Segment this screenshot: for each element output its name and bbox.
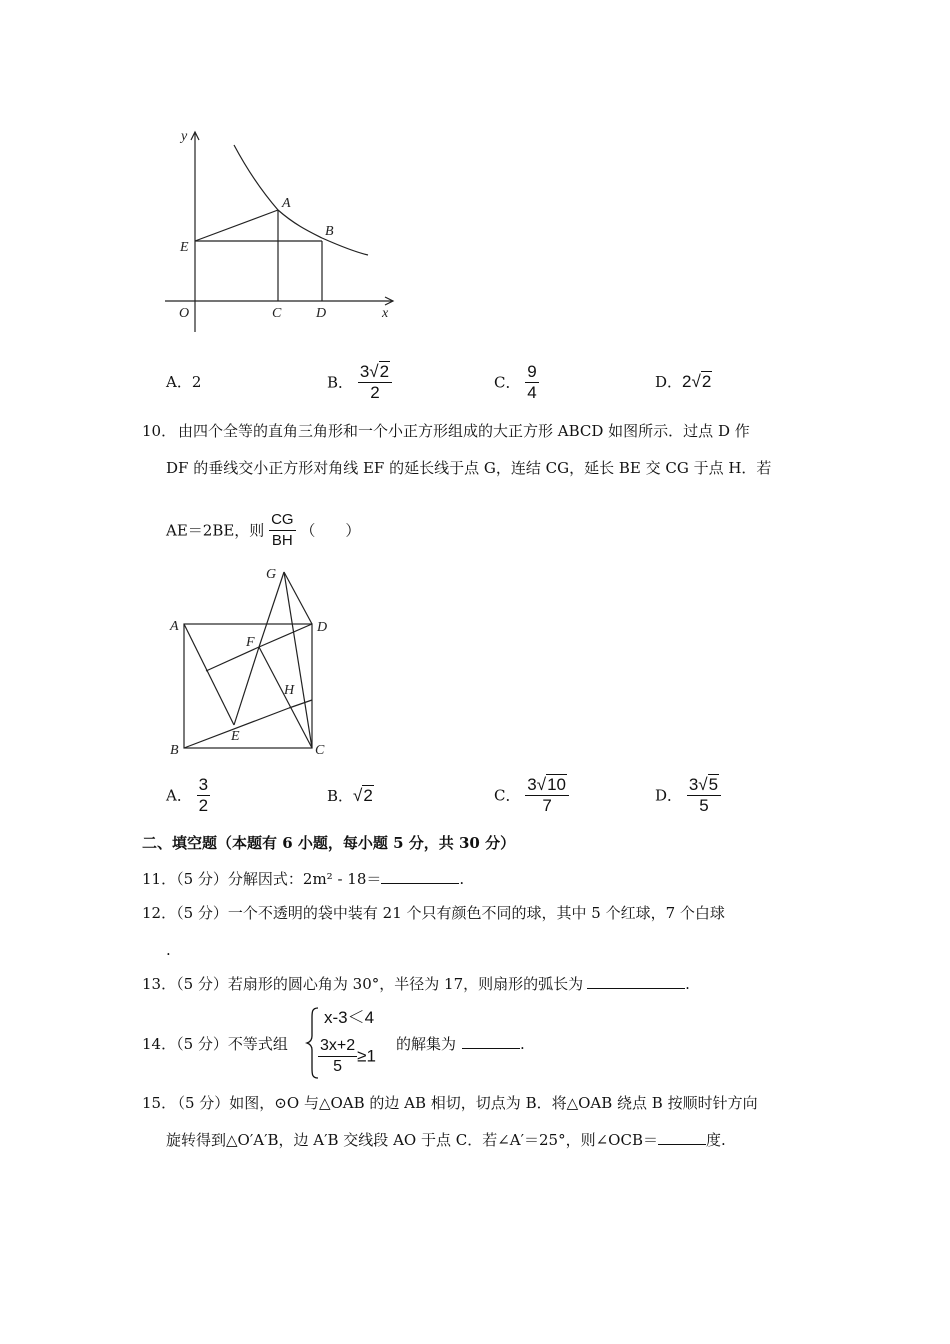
q9-option-c <box>494 362 539 403</box>
q12-line2: . <box>166 941 171 959</box>
segment-EA <box>195 210 278 241</box>
answer-blank[interactable] <box>587 974 685 989</box>
q12-number: 12． <box>142 904 177 922</box>
q14-lead <box>142 1034 288 1054</box>
q11-number: 11． <box>142 870 177 888</box>
label-F: F <box>246 635 255 650</box>
q9-option-b <box>327 362 392 403</box>
q12 <box>142 903 725 923</box>
fraction: $\frac{9}{4}$ <box>527 362 537 402</box>
q14-number: 14． <box>142 1035 177 1053</box>
option-letter: D． <box>655 786 683 805</box>
option-value: 2 <box>191 373 202 391</box>
option-letter: D． <box>655 373 683 391</box>
inequality-1: x-3＜4 <box>324 1008 375 1027</box>
fraction: $\frac{3}{2}$ <box>198 775 209 815</box>
label-A: A <box>170 619 179 634</box>
label-C: C <box>272 306 282 321</box>
label-A: A <box>282 196 291 211</box>
option-letter: A． <box>166 786 192 805</box>
q9-option-d: D．2√2 <box>655 372 712 391</box>
option-letter: C． <box>494 786 521 805</box>
label-B: B <box>325 224 334 239</box>
q9-option-a <box>166 372 201 392</box>
option-letter: B． <box>327 787 354 805</box>
label-O: O <box>179 306 190 321</box>
fraction: $\frac{3√5}{5}$ <box>687 775 721 816</box>
q11: 11．（5 分）分解因式：2m² - 18＝ . <box>142 870 465 888</box>
label-G: G <box>266 567 277 582</box>
q13-text: （5 分）若扇形的圆心角为 30°，半径为 17，则扇形的弧长为 <box>176 975 584 993</box>
q10-prefix: AE＝2BE，则 <box>166 521 265 540</box>
q14-tail: 的解集为 . <box>396 1035 525 1053</box>
option-letter: B． <box>327 373 354 392</box>
label-H: H <box>284 683 295 698</box>
q14-suffix: 的解集为 <box>396 1035 457 1053</box>
label-E: E <box>231 729 240 744</box>
hyperbola-curve <box>234 145 368 255</box>
q10-option-c <box>494 775 569 816</box>
label-E: E <box>180 240 189 255</box>
segment-HX <box>289 700 312 708</box>
answer-blank[interactable] <box>381 869 459 884</box>
segment-EF <box>234 647 259 725</box>
q10-option-d <box>655 775 721 816</box>
q10-option-a <box>166 775 210 816</box>
q10-line2: DF 的垂线交小正方形对角线 EF 的延长线于点 G，连结 CG，延长 BE 交 CG 于点 H．若 <box>166 459 772 477</box>
q10-option-b: B．√2 <box>327 786 373 805</box>
answer-blank[interactable] <box>658 1130 706 1145</box>
q9-figure <box>160 120 405 335</box>
q10-figure <box>160 560 350 760</box>
segment-DF <box>259 624 312 647</box>
q12-text: （5 分）一个不透明的袋中装有 21 个只有颜色不同的球，其中 5 个红球，7 个白球 <box>176 904 725 922</box>
fraction: $\frac{3√10}{7}$ <box>525 775 569 816</box>
label-C: C <box>315 743 325 758</box>
q13-number: 13． <box>142 975 177 993</box>
option-letter: A． <box>166 373 192 391</box>
q15-line2-wrap: 旋转得到△O′A′B，边 A′B 交线段 AO 于点 C．若∠A′＝25°，则∠OCB＝ 度. <box>166 1131 726 1149</box>
section-title: 二、填空题（本题有 6 小题，每小题 5 分，共 30 分） <box>142 834 516 852</box>
fraction: $\frac{3√2}{2}$ <box>358 362 392 403</box>
q14-text: （5 分）不等式组 <box>176 1035 288 1053</box>
label-D: D <box>317 620 328 635</box>
fraction: $\frac{3x+2}{5}$ <box>320 1037 356 1075</box>
q13: 13．（5 分）若扇形的圆心角为 30°，半径为 17，则扇形的弧长为 . <box>142 975 690 993</box>
label-D: D <box>316 306 327 321</box>
q15-line1: （5 分）如图，⊙O 与△OAB 的边 AB 相切，切点为 B．将△OAB 绕点 B 按顺时针方向 <box>170 1094 758 1112</box>
segment-FG <box>259 572 284 647</box>
answer-blank[interactable] <box>462 1034 520 1049</box>
q10-line1: 由四个全等的直角三角形和一个小正方形组成的大正方形 ABCD 如图所示．过点 D 作 <box>178 422 750 440</box>
option-letter: C． <box>494 373 521 392</box>
q10-number: 10． <box>142 422 177 440</box>
q15-number: 15． <box>142 1094 177 1112</box>
q15-line2: 旋转得到△O′A′B，边 A′B 交线段 AO 于点 C．若∠A′＝25°，则∠OCB＝ <box>166 1131 658 1149</box>
q11-text: （5 分）分解因式：2m² - 18＝ <box>176 870 382 888</box>
q10-suffix: （ ） <box>300 521 361 540</box>
segment-FY <box>206 647 259 671</box>
label-y: y <box>181 129 188 144</box>
segment-AE <box>184 624 234 725</box>
inequality-2: $\frac{3x+2}{5}$ ≥1 <box>320 1037 376 1075</box>
ratio-fraction: $\frac{CG}{BH}$ <box>271 511 294 549</box>
label-B: B <box>170 743 179 758</box>
label-x: x <box>382 306 389 321</box>
q10-line3 <box>166 510 360 551</box>
